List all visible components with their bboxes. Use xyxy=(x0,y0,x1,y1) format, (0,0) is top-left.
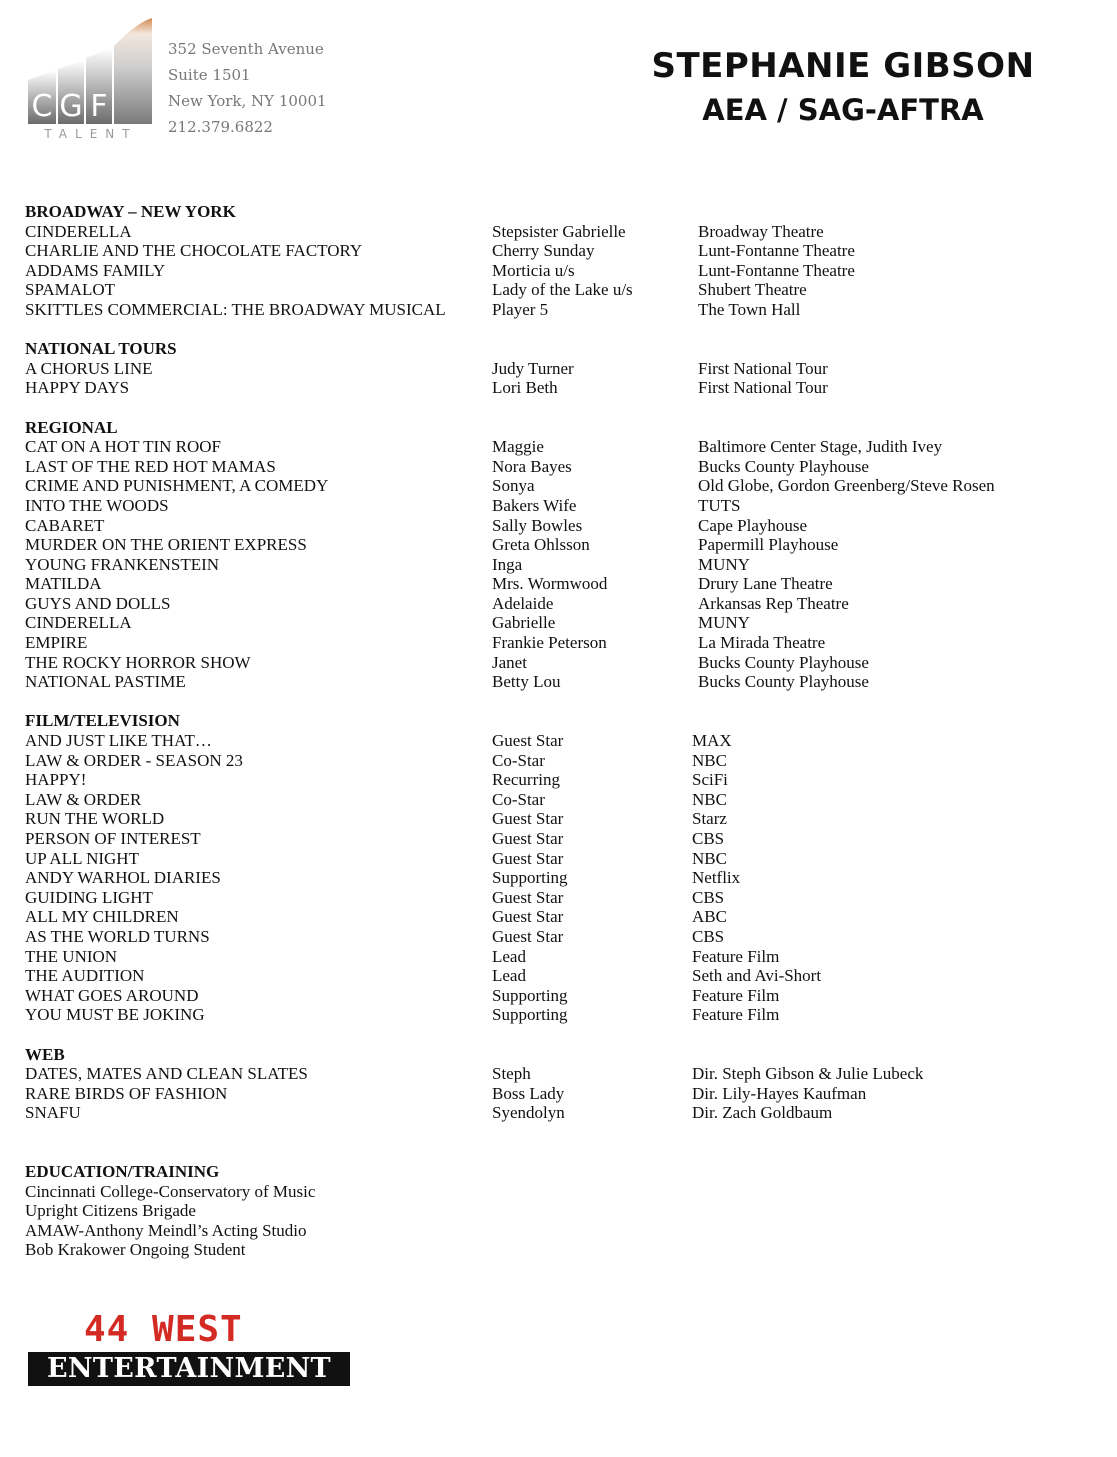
credit-role: Guest Star xyxy=(492,907,564,927)
logo-subtitle: TALENT xyxy=(44,127,138,141)
credit-title: MURDER ON THE ORIENT EXPRESS xyxy=(25,535,307,555)
credit-title: SPAMALOT xyxy=(25,280,116,300)
credit-role: Guest Star xyxy=(492,848,564,868)
credit-row xyxy=(25,1005,1085,1025)
credit-row xyxy=(25,378,1085,398)
management-logo xyxy=(28,1309,350,1388)
credit-title: LAW & ORDER xyxy=(25,789,142,809)
credit-title: ADDAMS FAMILY xyxy=(25,260,166,280)
credit-venue: ABC xyxy=(692,907,727,927)
credit-venue: CBS xyxy=(692,926,725,946)
credit-row xyxy=(25,731,1085,751)
credit-row xyxy=(25,535,1085,555)
credit-row xyxy=(25,888,1085,908)
credit-role: Guest Star xyxy=(492,926,564,946)
credit-title: CHARLIE AND THE CHOCOLATE FACTORY xyxy=(25,241,363,261)
credit-role: Inga xyxy=(492,554,523,574)
section-heading: WEB xyxy=(25,1044,65,1064)
credit-title: CABARET xyxy=(25,515,105,535)
section-film-television xyxy=(25,711,1085,1025)
credit-title: AS THE WORLD TURNS xyxy=(25,926,210,946)
management-logo-top: 44 WEST xyxy=(84,1309,243,1350)
credit-role: Steph xyxy=(492,1064,531,1084)
credit-title: MATILDA xyxy=(25,574,102,594)
credit-venue: Bucks County Playhouse xyxy=(698,456,869,476)
credit-role: Morticia u/s xyxy=(492,260,575,280)
credit-role: Bakers Wife xyxy=(492,495,577,515)
credit-row xyxy=(25,849,1085,869)
credit-row xyxy=(25,476,1085,496)
credit-title: DATES, MATES AND CLEAN SLATES xyxy=(25,1064,308,1084)
name-block xyxy=(623,44,1063,132)
credit-title: UP ALL NIGHT xyxy=(25,848,139,868)
credit-role: Greta Ohlsson xyxy=(492,535,590,555)
credit-role: Judy Turner xyxy=(492,358,574,378)
credit-row xyxy=(25,1064,1085,1084)
credit-role: Supporting xyxy=(492,1005,568,1025)
training-item: Cincinnati College-Conservatory of Music xyxy=(25,1181,316,1201)
credit-role: Lead xyxy=(492,946,526,966)
credit-venue: Old Globe, Gordon Greenberg/Steve Rosen xyxy=(698,476,995,496)
credit-row xyxy=(25,947,1085,967)
section-national-tours xyxy=(25,339,1085,398)
credit-row xyxy=(25,986,1085,1006)
credit-title: ANDY WARHOL DIARIES xyxy=(25,868,221,888)
credit-title: GUYS AND DOLLS xyxy=(25,593,171,613)
credit-row xyxy=(25,927,1085,947)
credit-venue: First National Tour xyxy=(698,358,828,378)
section-heading: FILM/TELEVISION xyxy=(25,711,180,731)
credit-row xyxy=(25,1084,1085,1104)
credit-venue: Bucks County Playhouse xyxy=(698,652,869,672)
section-regional xyxy=(25,418,1085,692)
credit-venue: The Town Hall xyxy=(698,299,801,319)
credit-role: Betty Lou xyxy=(492,672,561,692)
section-education-training xyxy=(25,1162,1085,1260)
credit-row xyxy=(25,261,1085,281)
credit-role: Boss Lady xyxy=(492,1083,565,1103)
credit-role: Player 5 xyxy=(492,299,549,319)
union-affiliations: AEA / SAG-AFTRA xyxy=(702,93,984,127)
address-line: Suite 1501 xyxy=(168,66,251,84)
credit-title: HAPPY! xyxy=(25,770,87,790)
credit-title: WHAT GOES AROUND xyxy=(25,985,199,1005)
credit-role: Guest Star xyxy=(492,829,564,848)
management-logo-bottom: ENTERTAINMENT xyxy=(47,1353,331,1384)
credit-role: Stepsister Gabrielle xyxy=(492,221,626,241)
credit-list xyxy=(25,1064,1085,1123)
credit-title: SKITTLES COMMERCIAL: THE BROADWAY MUSICAL xyxy=(25,299,446,319)
credit-list xyxy=(25,731,1085,1025)
credit-role: Guest Star xyxy=(492,887,564,907)
credit-title: ALL MY CHILDREN xyxy=(25,907,179,927)
credit-venue: Netflix xyxy=(692,868,741,888)
credit-title: RARE BIRDS OF FASHION xyxy=(25,1083,228,1103)
credit-role: Lead xyxy=(492,966,526,986)
credit-venue: NBC xyxy=(692,789,727,809)
credit-role: Guest Star xyxy=(492,809,564,829)
credit-row xyxy=(25,594,1085,614)
credit-venue: Starz xyxy=(692,809,727,829)
credit-row xyxy=(25,1103,1085,1123)
credit-title: CRIME AND PUNISHMENT, A COMEDY xyxy=(25,476,329,496)
section-heading: NATIONAL TOURS xyxy=(25,339,177,359)
resume-body xyxy=(25,202,1085,1279)
credit-role: Cherry Sunday xyxy=(492,241,595,261)
logo-letter-f: F xyxy=(90,89,108,124)
credit-row xyxy=(25,496,1085,516)
credit-venue: Seth and Avi-Short xyxy=(692,966,822,986)
credit-title: NATIONAL PASTIME xyxy=(25,672,186,692)
credit-title: YOU MUST BE JOKING xyxy=(25,1005,205,1025)
credit-list xyxy=(25,222,1085,320)
credit-title: EMPIRE xyxy=(25,633,88,653)
credit-row xyxy=(25,555,1085,575)
credit-title: YOUNG FRANKENSTEIN xyxy=(25,554,220,574)
credit-row xyxy=(25,672,1085,692)
credit-role: Mrs. Wormwood xyxy=(492,574,608,594)
credit-title: INTO THE WOODS xyxy=(25,495,169,515)
agency-logo xyxy=(28,18,154,142)
credit-venue: CBS xyxy=(692,887,725,907)
address-line: 352 Seventh Avenue xyxy=(168,40,324,58)
credit-venue: Papermill Playhouse xyxy=(698,535,839,555)
credit-venue: NBC xyxy=(692,848,727,868)
agency-address xyxy=(168,36,327,140)
credit-title: SNAFU xyxy=(25,1103,81,1123)
credit-role: Co-Star xyxy=(492,789,545,809)
credit-list xyxy=(25,437,1085,692)
credit-row xyxy=(25,653,1085,673)
credit-venue: Broadway Theatre xyxy=(698,221,824,241)
training-item: AMAW-Anthony Meindl’s Acting Studio xyxy=(25,1220,307,1240)
credit-title: GUIDING LIGHT xyxy=(25,887,153,907)
credit-role: Syendolyn xyxy=(492,1103,565,1123)
credit-row xyxy=(25,457,1085,477)
credit-venue: Shubert Theatre xyxy=(698,280,807,300)
credit-role: Gabrielle xyxy=(492,613,556,633)
section-broadway xyxy=(25,202,1085,320)
credit-venue: Cape Playhouse xyxy=(698,515,808,535)
credit-title: RUN THE WORLD xyxy=(25,809,165,829)
credit-role: Sally Bowles xyxy=(492,515,583,535)
credit-row xyxy=(25,966,1085,986)
credit-row xyxy=(25,633,1085,653)
section-heading: BROADWAY – NEW YORK xyxy=(25,202,236,221)
credit-row xyxy=(25,241,1085,261)
credit-venue: NBC xyxy=(692,750,727,770)
credit-venue: Baltimore Center Stage, Judith Ivey xyxy=(698,437,943,457)
credit-title: THE ROCKY HORROR SHOW xyxy=(25,652,251,672)
credit-venue: Dir. Lily-Hayes Kaufman xyxy=(692,1083,867,1103)
credit-role: Maggie xyxy=(492,437,544,457)
credit-row xyxy=(25,751,1085,771)
credit-role: Lori Beth xyxy=(492,378,558,398)
credit-venue: MUNY xyxy=(698,613,750,633)
section-heading: EDUCATION/TRAINING xyxy=(25,1161,220,1181)
credit-venue: CBS xyxy=(692,829,725,848)
training-item: Bob Krakower Ongoing Student xyxy=(25,1240,246,1260)
credit-venue: La Mirada Theatre xyxy=(698,633,826,653)
credit-title: HAPPY DAYS xyxy=(25,378,130,398)
credit-row xyxy=(25,280,1085,300)
credit-role: Frankie Peterson xyxy=(492,633,607,653)
credit-venue: TUTS xyxy=(698,495,741,515)
credit-venue: Dir. Zach Goldbaum xyxy=(692,1103,833,1123)
credit-row xyxy=(25,770,1085,790)
credit-venue: First National Tour xyxy=(698,378,828,398)
credit-venue: Lunt-Fontanne Theatre xyxy=(698,260,855,280)
credit-title: PERSON OF INTEREST xyxy=(25,829,201,848)
credit-venue: Drury Lane Theatre xyxy=(698,574,833,594)
credit-role: Adelaide xyxy=(492,593,554,613)
credit-row xyxy=(25,359,1085,379)
credit-venue: Feature Film xyxy=(692,946,780,966)
credit-title: AND JUST LIKE THAT… xyxy=(25,731,212,751)
actor-name: STEPHANIE GIBSON xyxy=(651,46,1035,86)
credit-venue: Arkansas Rep Theatre xyxy=(698,593,849,613)
credit-role: Recurring xyxy=(492,770,560,790)
credit-row xyxy=(25,222,1085,242)
credit-venue: SciFi xyxy=(692,770,728,790)
credit-venue: Lunt-Fontanne Theatre xyxy=(698,241,855,261)
credit-role: Co-Star xyxy=(492,750,545,770)
logo-letter-c: C xyxy=(31,89,53,124)
credit-row xyxy=(25,574,1085,594)
training-item: Upright Citizens Brigade xyxy=(25,1201,196,1221)
credit-venue: MUNY xyxy=(698,554,750,574)
credit-row xyxy=(25,300,1085,320)
credit-role: Sonya xyxy=(492,476,535,496)
credit-role: Nora Bayes xyxy=(492,456,572,476)
credit-row xyxy=(25,516,1085,536)
credit-list xyxy=(25,359,1085,398)
section-heading: REGIONAL xyxy=(25,417,118,437)
credit-title: A CHORUS LINE xyxy=(25,358,153,378)
credit-title: CINDERELLA xyxy=(25,613,132,633)
credit-title: LAW & ORDER - SEASON 23 xyxy=(25,750,243,770)
credit-title: THE UNION xyxy=(25,946,118,966)
credit-role: Janet xyxy=(492,652,527,672)
credit-row xyxy=(25,790,1085,810)
credit-title: CAT ON A HOT TIN ROOF xyxy=(25,437,222,457)
credit-venue: MAX xyxy=(692,731,732,751)
credit-venue: Feature Film xyxy=(692,1005,780,1025)
credit-venue: Bucks County Playhouse xyxy=(698,672,869,692)
training-list xyxy=(25,1182,1085,1260)
credit-title: THE AUDITION xyxy=(25,966,145,986)
address-line: New York, NY 10001 xyxy=(168,92,327,110)
credit-row xyxy=(25,868,1085,888)
credit-role: Supporting xyxy=(492,868,568,888)
credit-role: Lady of the Lake u/s xyxy=(492,280,633,300)
credit-row xyxy=(25,613,1085,633)
section-web xyxy=(25,1045,1085,1123)
credit-venue: Feature Film xyxy=(692,985,780,1005)
credit-row xyxy=(25,809,1085,829)
credit-venue: Dir. Steph Gibson & Julie Lubeck xyxy=(692,1064,924,1084)
credit-title: CINDERELLA xyxy=(25,221,132,241)
credit-row xyxy=(25,907,1085,927)
logo-letter-g: G xyxy=(59,89,83,124)
credit-row xyxy=(25,437,1085,457)
agency-phone: 212.379.6822 xyxy=(168,118,273,136)
credit-role: Supporting xyxy=(492,985,568,1005)
credit-role: Guest Star xyxy=(492,731,564,751)
credit-title: LAST OF THE RED HOT MAMAS xyxy=(25,456,276,476)
credit-row xyxy=(25,829,1085,849)
